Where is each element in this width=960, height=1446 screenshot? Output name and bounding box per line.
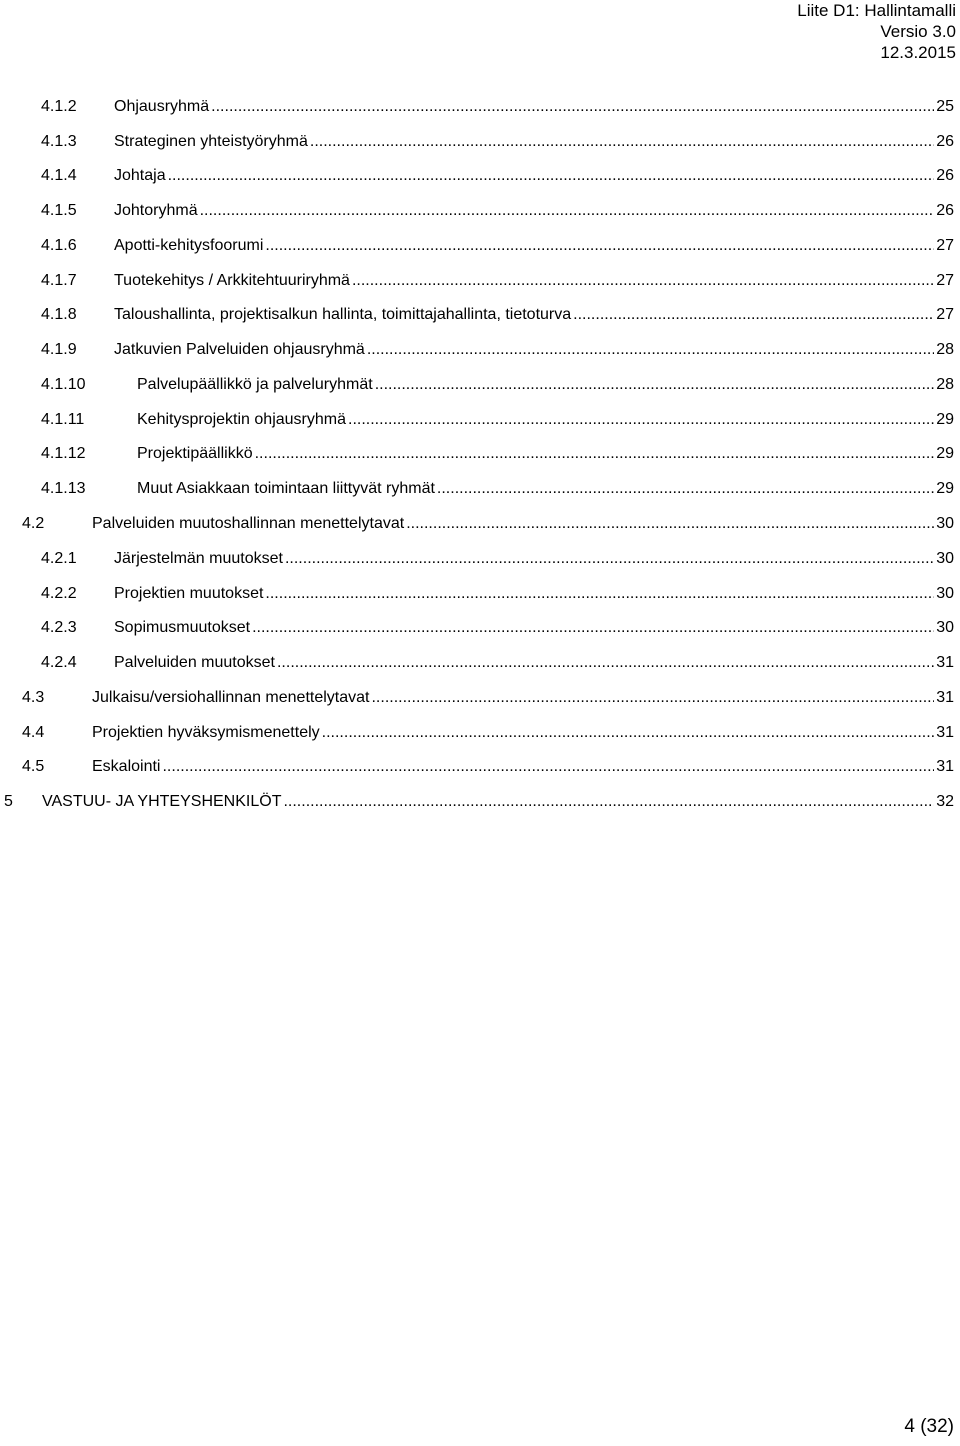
toc-dot-leader — [371, 686, 934, 710]
toc-entry-number: 4.2.1 — [41, 550, 77, 567]
toc-dot-leader — [285, 547, 934, 571]
toc-dot-leader — [322, 721, 935, 745]
toc-entry-number: 5 — [4, 793, 13, 810]
toc-dot-leader — [265, 582, 934, 606]
header-document-title: Liite D1: Hallintamalli — [797, 1, 956, 20]
toc-entry-title: Palvelupäällikkö ja palveluryhmät — [137, 376, 373, 393]
toc-entry-title: Projektien muutokset — [114, 585, 264, 602]
toc-entry-page: 27 — [936, 237, 954, 254]
toc-entry-title: Johtaja — [114, 167, 166, 184]
toc-entry-page: 29 — [936, 480, 954, 497]
toc-entry-page: 32 — [936, 793, 954, 810]
toc-entry-page: 31 — [936, 689, 954, 706]
toc-entry-page: 26 — [936, 202, 954, 219]
document-header — [797, 0, 956, 63]
toc-entry[interactable] — [41, 442, 954, 466]
header-version: Versio 3.0 — [880, 22, 956, 41]
toc-entry[interactable] — [41, 130, 954, 154]
toc-entry[interactable] — [22, 686, 954, 710]
toc-entry-number: 4.3 — [22, 689, 45, 706]
toc-entry-page: 31 — [936, 724, 954, 741]
toc-entry[interactable] — [41, 164, 954, 188]
toc-entry-number: 4.4 — [22, 724, 45, 741]
toc-entry-title: Taloushallinta, projektisalkun hallinta, toimittajahallinta, tietoturva — [114, 306, 572, 323]
toc-entry[interactable] — [41, 651, 954, 675]
header-date: 12.3.2015 — [880, 43, 956, 62]
toc-entry[interactable] — [41, 338, 954, 362]
toc-entry[interactable] — [41, 477, 954, 501]
toc-entry[interactable] — [41, 234, 954, 258]
toc-entry-title: Projektien hyväksymismenettely — [92, 724, 320, 741]
toc-dot-leader — [252, 616, 934, 640]
toc-entry-number: 4.2.3 — [41, 619, 77, 636]
toc-entry-title: Sopimusmuutokset — [114, 619, 251, 636]
toc-entry[interactable] — [41, 199, 954, 223]
toc-entry-number: 4.1.7 — [41, 272, 77, 289]
toc-entry-title: Projektipäällikkö — [137, 445, 253, 462]
toc-dot-leader — [310, 130, 934, 154]
toc-entry-number: 4.2.2 — [41, 585, 77, 602]
toc-dot-leader — [352, 269, 934, 293]
toc-entry-title: Jatkuvien Palveluiden ohjausryhmä — [114, 341, 365, 358]
toc-dot-leader — [573, 303, 934, 327]
toc-entry[interactable] — [22, 721, 954, 745]
toc-dot-leader — [375, 373, 935, 397]
toc-entry-number: 4.2 — [22, 515, 45, 532]
toc-entry-page: 28 — [936, 376, 954, 393]
toc-entry-page: 29 — [936, 445, 954, 462]
toc-entry-number: 4.2.4 — [41, 654, 77, 671]
toc-entry-page: 31 — [936, 758, 954, 775]
toc-entry-number: 4.1.9 — [41, 341, 77, 358]
toc-entry-title: Tuotekehitys / Arkkitehtuuriryhmä — [114, 272, 350, 289]
toc-entry-number: 4.1.11 — [41, 411, 85, 428]
toc-dot-leader — [437, 477, 934, 501]
toc-entry-title: Ohjausryhmä — [114, 98, 210, 115]
toc-entry-page: 31 — [936, 654, 954, 671]
toc-entry[interactable] — [41, 582, 954, 606]
toc-entry-page: 29 — [936, 411, 954, 428]
toc-entry-number: 4.1.13 — [41, 480, 86, 497]
toc-dot-leader — [406, 512, 934, 536]
toc-entry-number: 4.1.12 — [41, 445, 86, 462]
toc-entry-title: Muut Asiakkaan toimintaan liittyvät ryhmät — [137, 480, 435, 497]
toc-entry[interactable] — [41, 269, 954, 293]
toc-entry-number: 4.1.2 — [41, 98, 77, 115]
toc-entry-title: Eskalointi — [92, 758, 161, 775]
toc-entry-title: Kehitysprojektin ohjausryhmä — [137, 411, 346, 428]
toc-entry-number: 4.1.5 — [41, 202, 77, 219]
toc-entry-number: 4.1.8 — [41, 306, 77, 323]
toc-entry[interactable] — [41, 303, 954, 327]
toc-entry-number: 4.1.3 — [41, 133, 77, 150]
toc-entry[interactable] — [41, 616, 954, 640]
toc-entry-title: Julkaisu/versiohallinnan menettelytavat — [92, 689, 370, 706]
toc-entry-title: Apotti-kehitysfoorumi — [114, 237, 264, 254]
toc-entry[interactable] — [41, 547, 954, 571]
toc-entry-page: 30 — [936, 585, 954, 602]
toc-dot-leader — [255, 442, 935, 466]
toc-entry-title: Johtoryhmä — [114, 202, 198, 219]
toc-entry-title: Palveluiden muutoshallinnan menettelytavat — [92, 515, 405, 532]
toc-dot-leader — [200, 199, 935, 223]
toc-entry[interactable] — [41, 95, 954, 119]
toc-entry-title: Palveluiden muutokset — [114, 654, 275, 671]
toc-entry[interactable] — [41, 408, 954, 432]
toc-entry-page: 27 — [936, 272, 954, 289]
page-number: 4 (32) — [904, 1416, 954, 1437]
toc-dot-leader — [168, 164, 935, 188]
toc-entry[interactable] — [4, 790, 954, 814]
toc-entry-page: 26 — [936, 167, 954, 184]
toc-entry-page: 30 — [936, 550, 954, 567]
toc-entry-title: Strateginen yhteistyöryhmä — [114, 133, 308, 150]
toc-entry-page: 30 — [936, 515, 954, 532]
toc-dot-leader — [211, 95, 934, 119]
toc-entry-page: 30 — [936, 619, 954, 636]
toc-entry[interactable] — [41, 373, 954, 397]
toc-dot-leader — [367, 338, 934, 362]
toc-entry-number: 4.1.4 — [41, 167, 77, 184]
toc-entry-number: 4.1.6 — [41, 237, 77, 254]
toc-entry-number: 4.5 — [22, 758, 45, 775]
toc-entry-page: 27 — [936, 306, 954, 323]
toc-entry-title: VASTUU- JA YHTEYSHENKILÖT — [42, 793, 282, 810]
toc-dot-leader — [265, 234, 934, 258]
toc-entry-page: 25 — [936, 98, 954, 115]
toc-entry-number: 4.1.10 — [41, 376, 86, 393]
toc-entry-title: Järjestelmän muutokset — [114, 550, 283, 567]
toc-entry[interactable] — [22, 512, 954, 536]
toc-entry-page: 28 — [936, 341, 954, 358]
toc-dot-leader — [162, 755, 934, 779]
toc-dot-leader — [277, 651, 934, 675]
toc-entry[interactable] — [22, 755, 954, 779]
toc-entry-page: 26 — [936, 133, 954, 150]
toc-dot-leader — [283, 790, 934, 814]
toc-dot-leader — [348, 408, 934, 432]
